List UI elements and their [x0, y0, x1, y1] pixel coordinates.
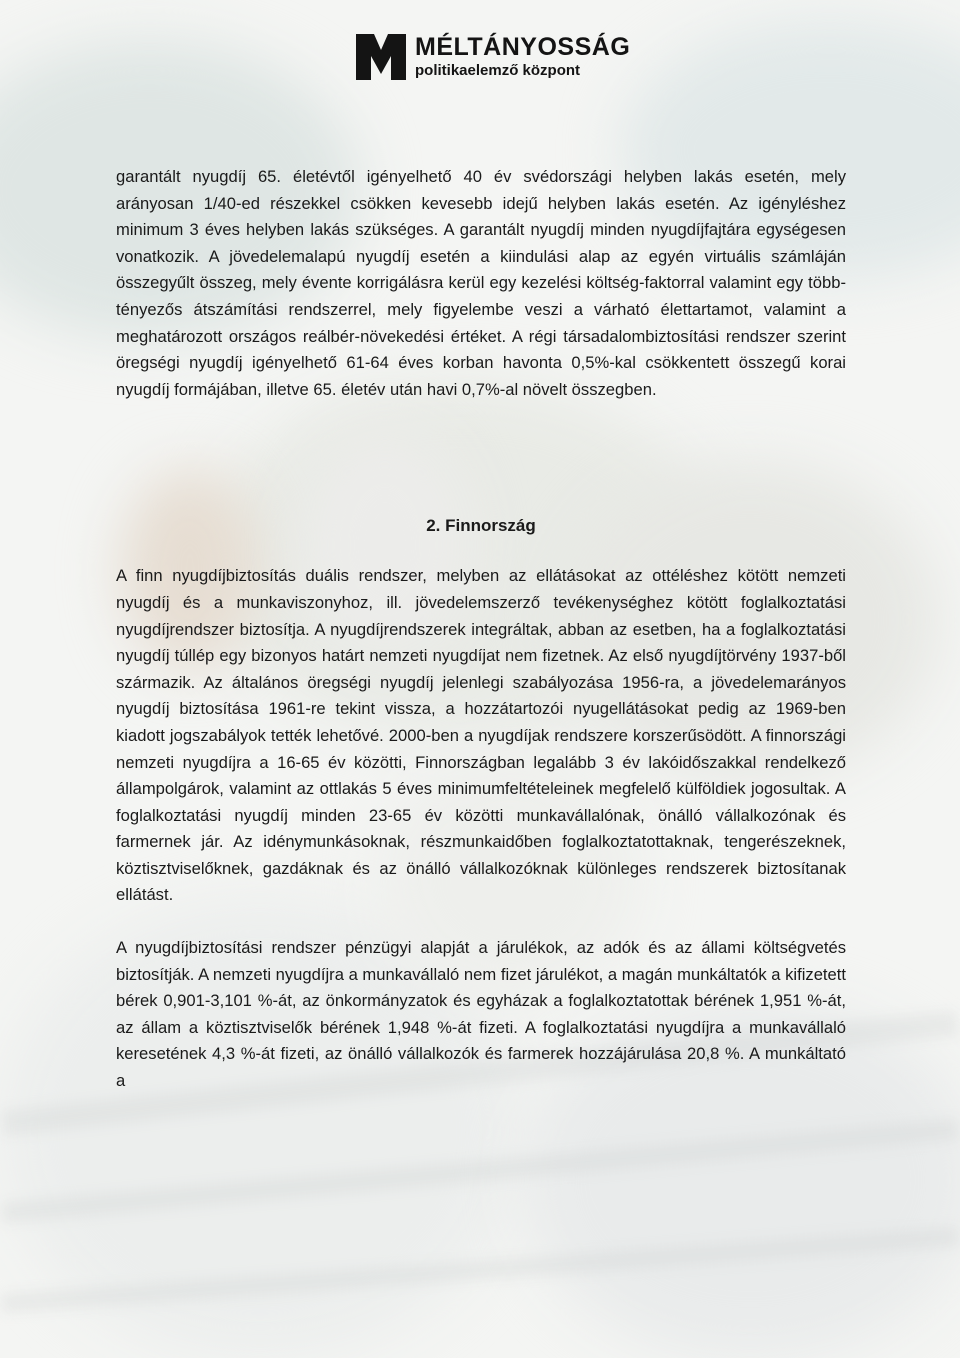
- sweden-paragraph: garantált nyugdíj 65. életévtől igényelhető 40 év svédországi helyben lakás esetén, mely arányosan 1/40-ed részekkel csökken kevesebb idejű helyben lakás esetén. Az igényléshez minimum 3 éves helyben lakás szükséges. A garantált nyugdíj minden nyugdíjfajtára egységesen vonatkozik. A jövedelemalapú nyugdíj esetén a kiindulási alap az egyén virtuális számláján összegyűlt összeg, mely évente korrigálásra kerül egy kezelési költség-faktorral valamint egy több-tényezős átszámítási rendszerrel, mely figyelembe veszi a várható élettartamot, valamint a meghatározott országos reálbér-növekedési értéket. A régi társadalombiztosítási rendszer szerint öregségi nyugdíj igényelhető 61-64 éves korban havonta 0,5%-kal csökkentett összegű korai nyugdíj formájában, illetve 65. életév után havi 0,7%-al növelt összegben.: [116, 167, 846, 399]
- finland-paragraph-2: A nyugdíjbiztosítási rendszer pénzügyi alapját a járulékok, az adók és az állami költségvetés biztosítják. A nemzeti nyugdíjra a munkavállaló nem fizet járulékot, a magán munkáltatók a kifizetett bérek 0,901-3,101 %-át, az önkormányzatok és egyházak a foglalkoztatottak bérének 1,951 %-át, az állam a köztisztviselők bérének 1,948 %-át fizeti. A foglalkoztatási nyugdíjra a munkavállaló keresetének 4,3 %-át fizeti, az önálló vállalkozók és farmerek hozzájárulása 20,8 %. A munkáltató a: [116, 938, 846, 1091]
- meltanyossag-logo-icon: [356, 34, 406, 80]
- document-body: [116, 164, 846, 1095]
- finland-paragraph-1: A finn nyugdíjbiztosítás duális rendszer, melyben az ellátásokat az ottéléshez kötött nemzeti nyugdíj és a munkaviszonyhoz, ill. jövedelemszerző tevékenységhez kötött foglalkoztatási nyugdíjrendszer biztosítja. A nyugdíjrendszerek integráltak, abban az esetben, ha a foglalkoztatási nyugdíj túllép egy bizonyos határt nemzeti nyugdíjat nem fizetnek. Az első nyugdíjtörvény 1937-ből származik. Az általános öregségi nyugdíj jelenlegi szabályozása 1956-ra, a jövedelemarányos nyugdíj biztosítása 1961-re tekint vissza, a hozzátartozói nyugellátásokat pedig az 1969-ben kiadott jogszabályok tették lehetővé. 2000-ben a nyugdíjak rendszere korszerűsödött. A finnországi nemzeti nyugdíjra a 16-65 év közötti, Finnországban legalább 3 év lakóidőszakkal rendelkező állampolgárok, valamint az ottlakás 5 éves minimumfeltételeinek megfelelő külföldiek jogosultak. A foglalkoztatási nyugdíj minden 23-65 év közötti munkavállalónak, önálló vállalkozónak és farmernek jár. Az idénymunkásoknak, részmunkaidőben foglalkoztatottaknak, tengerészeknek, köztisztviselőknek, gazdáknak és az önálló vállalkozóknak különleges rendszerek biztosítanak ellátást.: [116, 566, 846, 905]
- finland-heading: 2. Finnország: [426, 516, 536, 536]
- page-header: [356, 32, 656, 82]
- logo-subtitle: politikaelemző központ: [415, 62, 581, 79]
- logo-title: MÉLTÁNYOSSÁG: [415, 33, 631, 61]
